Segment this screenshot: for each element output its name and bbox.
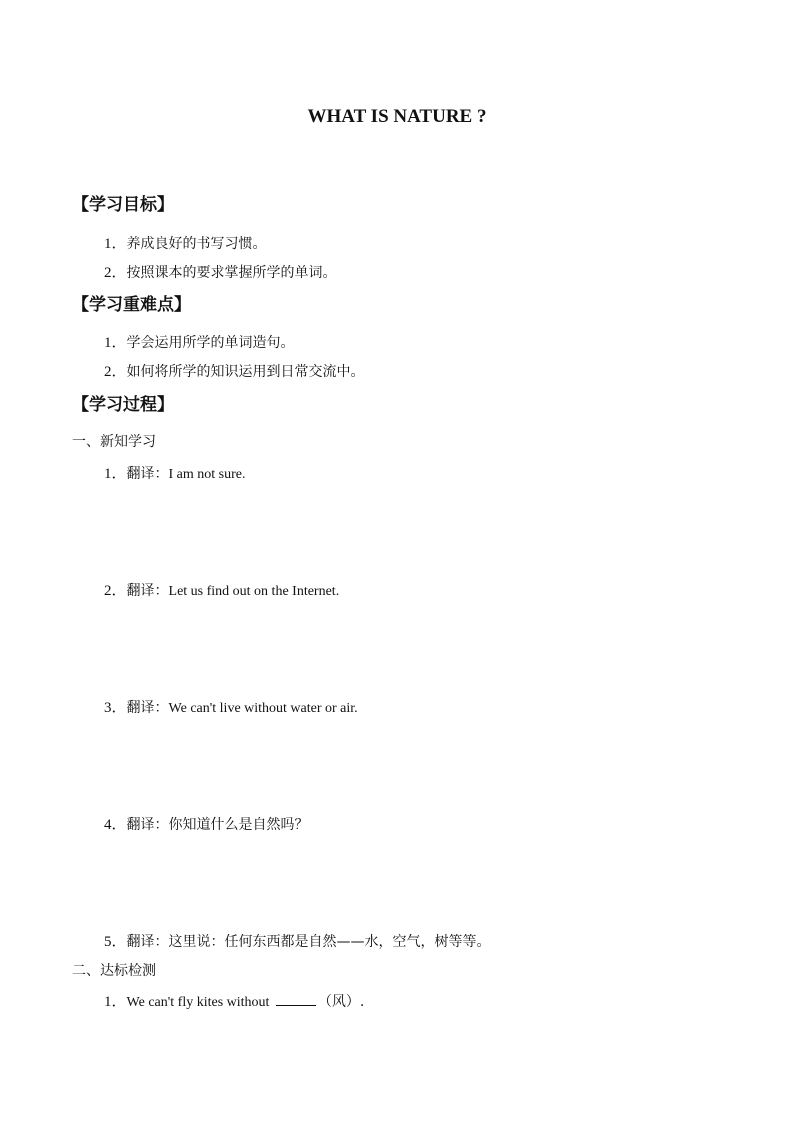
item-text: 这里说：任何东西都是自然——水，空气，树等等。 [168,934,491,950]
item-number: 2． [104,364,127,380]
section-assessment-title: 二、达标检测 [72,963,156,979]
section-new-learning-title: 一、新知学习 [72,434,156,450]
process-heading: 【学习过程】 [72,395,174,415]
item-number: 1． [104,335,127,351]
item-prefix: 翻译： [126,583,169,599]
item-text: 学会运用所学的单词造句。 [126,335,295,351]
item-number: 1． [104,466,127,482]
item-text-before: We can't fly kites without [126,995,270,1010]
item-text: Let us find out on the Internet. [168,584,340,599]
answer-blank[interactable] [276,993,316,1006]
item-text: I am not sure. [168,467,246,482]
item-prefix: 翻译： [126,466,169,482]
item-number: 2． [104,583,127,599]
item-text: 按照课本的要求掌握所学的单词。 [126,265,337,281]
objectives-heading: 【学习目标】 [72,195,174,215]
key-points-heading: 【学习重难点】 [72,295,191,315]
translation-item [104,579,339,600]
item-prefix: 翻译： [126,934,169,950]
item-text: 如何将所学的知识运用到日常交流中。 [126,364,365,380]
item-prefix: 翻译： [126,817,169,833]
item-text: We can't live without water or air. [168,701,358,716]
translation-item [104,696,358,717]
item-number: 3． [104,700,127,716]
key-point-item [104,360,365,381]
objective-item [104,232,267,253]
page-title: WHAT IS NATURE ? [307,106,487,127]
item-number: 5． [104,934,127,950]
item-text-after: （风）. [317,994,365,1010]
item-number: 1． [104,994,127,1010]
item-number: 2． [104,265,127,281]
translation-item [104,813,309,834]
item-prefix: 翻译： [126,700,169,716]
translation-item [104,462,246,483]
objective-item [104,261,337,282]
assessment-item [104,990,364,1011]
item-number: 1． [104,236,127,252]
item-number: 4． [104,817,127,833]
key-point-item [104,331,295,352]
item-text: 你知道什么是自然吗？ [168,817,309,833]
item-text: 养成良好的书写习惯。 [126,236,267,252]
translation-item [104,930,491,951]
